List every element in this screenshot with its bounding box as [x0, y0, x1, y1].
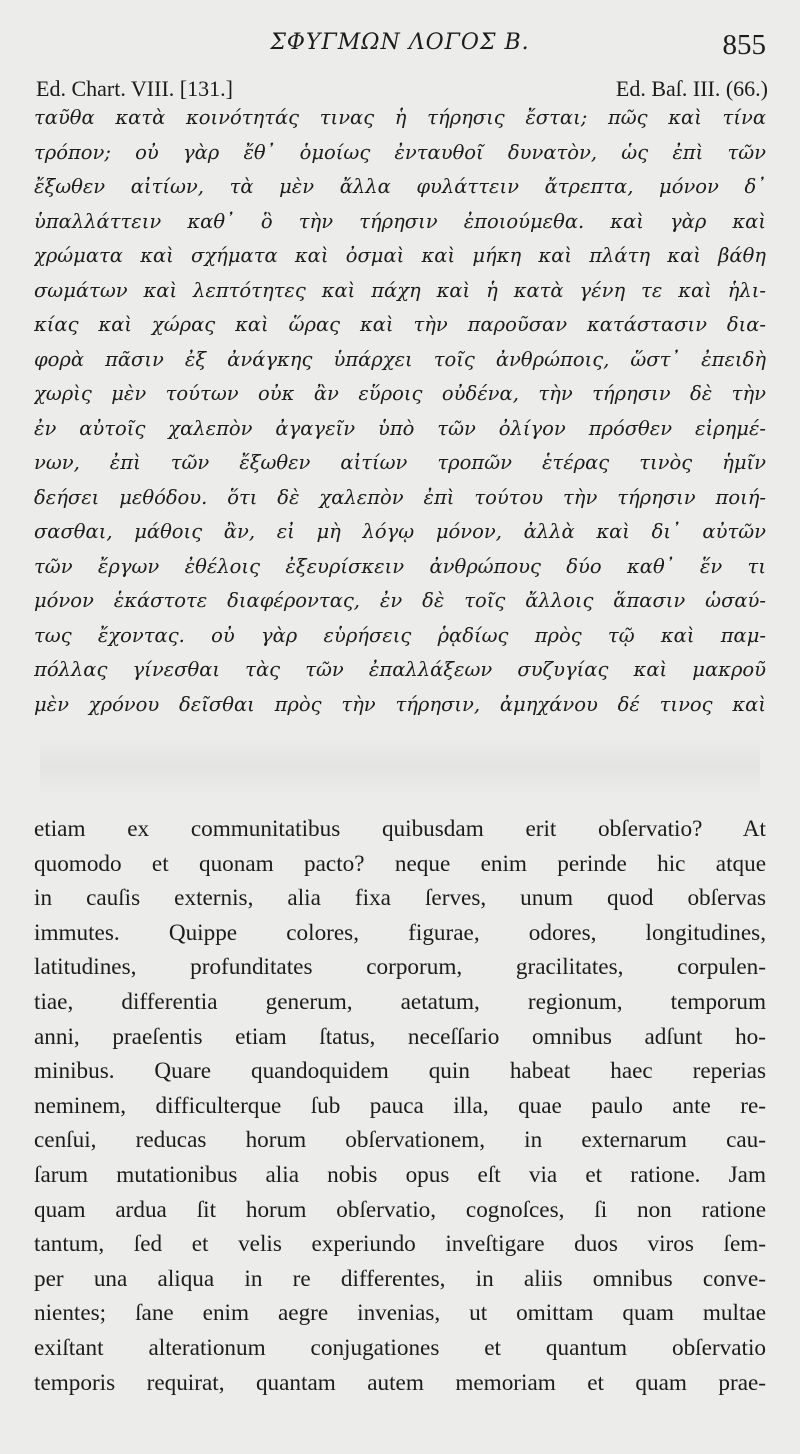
edition-reference-basel: Ed. Baſ. III. (66.): [615, 76, 768, 101]
greek-text-line: σωμάτων καὶ λεπτότητες καὶ πάχη καὶ ἡ κατὰ γένη τε καὶ ἡλι-: [34, 278, 766, 302]
latin-translation-block: [34, 812, 766, 1400]
greek-text-line: χρώματα καὶ σχήματα καὶ ὀσμαὶ καὶ μήκη καὶ πλάτη καὶ βάθη: [34, 244, 766, 267]
greek-text-line: ἐν αὐτοῖς χαλεπὸν ἀγαγεῖν ὑπὸ τῶν ὀλίγον πρόσθεν εἰρημέ-: [34, 416, 766, 440]
greek-text-block: [34, 101, 766, 722]
latin-text-line: quomodo et quonam pacto? neque enim perinde hic atque: [34, 850, 766, 877]
latin-text-line: exiſtant alterationum conjugationes et quantum obſervatio: [34, 1334, 766, 1361]
latin-text-line: tantum, ſed et velis experiundo inveſtigare duos viros ſem-: [34, 1231, 766, 1258]
greek-text-line: ἔξωθεν αἰτίων, τὰ μὲν ἄλλα φυλάττειν ἄτρεπτα, μόνον δ᾽: [34, 175, 766, 198]
greek-text-line: κίας καὶ χώρας καὶ ὥρας καὶ τὴν παροῦσαν κατάστασιν δια-: [34, 313, 766, 336]
edition-reference-chartier: Ed. Chart. VIII. [131.]: [36, 76, 233, 101]
latin-text-line: neminem, difficulterque ſub pauca illa, quae paulo ante re-: [34, 1092, 766, 1119]
greek-text-line: τρόπον; οὐ γὰρ ἔθ᾽ ὁμοίως ἐνταυθοῖ δυνατὸν, ὡς ἐπὶ τῶν: [34, 140, 766, 164]
greek-text-line: πόλλας γίνεσθαι τὰς τῶν ἐπαλλάξεων συζυγίας καὶ μακροῦ: [34, 658, 766, 681]
greek-text-line: τῶν ἔργων ἐθέλοις ἐξευρίσκειν ἀνθρώπους δύο καθ᾽ ἕν τι: [34, 554, 766, 578]
latin-text-line: temporis requirat, quantam autem memoriam et quam prae-: [34, 1369, 766, 1396]
bleed-through-shadow: [40, 736, 760, 796]
latin-text-line: in cauſis externis, alia fixa ſerves, unum quod obſervas: [34, 885, 766, 912]
greek-text-line: δεήσει μεθόδου. ὅτι δὲ χαλεπὸν ἐπὶ τούτου τὴν τήρησιν ποιή-: [34, 485, 766, 509]
latin-text-line: tiae, differentia generum, aetatum, regionum, temporum: [34, 988, 766, 1015]
greek-text-line: μόνον ἑκάστοτε διαφέροντας, ἐν δὲ τοῖς ἄλλοις ἅπασιν ὡσαύ-: [34, 589, 766, 612]
greek-text-line: νων, ἐπὶ τῶν ἔξωθεν αἰτίων τροπῶν ἑτέρας τινὸς ἡμῖν: [34, 451, 766, 474]
greek-text-line: χωρὶς μὲν τούτων οὐκ ἂν εὕροις οὐδένα, τὴν τήρησιν δὲ τὴν: [34, 382, 766, 405]
latin-text-line: ſarum mutationibus alia nobis opus eſt via et ratione. Jam: [34, 1161, 766, 1188]
latin-text-line: per una aliqua in re differentes, in aliis omnibus conve-: [34, 1265, 766, 1292]
latin-text-line: quam ardua ſit horum obſervatio, cognoſces, ſi non ratione: [34, 1196, 766, 1223]
greek-text-line: φορὰ πᾶσιν ἐξ ἀνάγκης ὑπάρχει τοῖς ἀνθρώποις, ὥστ᾽ ἐπειδὴ: [34, 347, 766, 371]
latin-text-line: immutes. Quippe colores, figurae, odores, longitudines,: [34, 919, 766, 946]
greek-text-line: τως ἔχοντας. οὐ γὰρ εὑρήσεις ῥᾳδίως πρὸς τῷ καὶ παμ-: [34, 623, 766, 647]
greek-text-line: σασθαι, μάθοις ἂν, εἰ μὴ λόγῳ μόνον, ἀλλὰ καὶ δι᾽ αὐτῶν: [34, 520, 766, 543]
latin-text-line: latitudines, profunditates corporum, gracilitates, corpulen-: [34, 954, 766, 981]
latin-text-line: nientes; ſane enim aegre invenias, ut omittam quam multae: [34, 1300, 766, 1327]
latin-text-line: minibus. Quare quandoquidem quin habeat haec reperias: [34, 1058, 766, 1085]
latin-text-line: cenſui, reducas horum obſervationem, in externarum cau-: [34, 1127, 766, 1154]
greek-text-line: ταῦθα κατὰ κοινότητάς τινας ἡ τήρησις ἔσται; πῶς καὶ τίνα: [34, 106, 766, 129]
latin-text-line: anni, praeſentis etiam ſtatus, neceſſario omnibus adſunt ho-: [34, 1023, 766, 1050]
greek-text-line: μὲν χρόνου δεῖσθαι πρὸς τὴν τήρησιν, ἀμηχάνου δέ τινος καὶ: [34, 692, 766, 716]
page-number: 855: [722, 29, 766, 61]
running-title: ΣΦΥΓΜΩΝ ΛΟΓΟΣ Β.: [270, 30, 530, 55]
latin-text-line: etiam ex communitatibus quibusdam erit obſervatio? At: [34, 816, 766, 842]
greek-text-line: ὑπαλλάττειν καθ᾽ ὃ τὴν τήρησιν ἐποιούμεθα. καὶ γὰρ καὶ: [34, 209, 766, 233]
